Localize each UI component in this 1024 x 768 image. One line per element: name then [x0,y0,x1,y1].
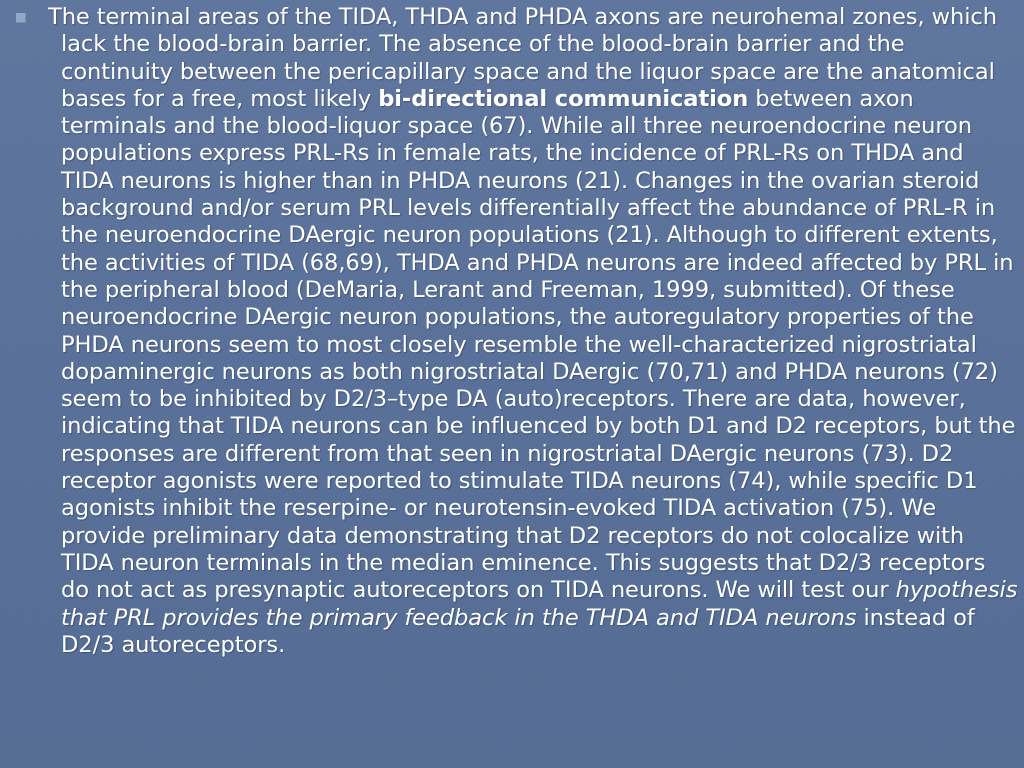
body-paragraph [48,4,1018,659]
bullet-item [16,4,1018,659]
square-bullet-icon [16,13,26,23]
paragraph-text-part-2: between axon terminals and the blood-liquor space (67). While all three neuroendocrine neuron populations express PRL-Rs in female rats, the incidence of PRL-Rs on THDA and TIDA neurons is higher than in PHDA neurons (21). Changes in the ovarian steroid background and/or serum PRL levels differentially affect the abundance of PRL-R in the neuroendocrine DAergic neuron populations (21). Although to different extents, the activities of TIDA (68,69), THDA and PHDA neurons are indeed affected by PRL in the peripheral blood (DeMaria, Lerant and Freeman, 1999, submitted). Of these neuroendocrine DAergic neuron populations, the autoregulatory properties of the PHDA neurons seem to most closely resemble the well-characterized nigrostriatal dopaminergic neurons as both nigrostriatal DAergic (70,71) and PHDA neurons (72) seem to be inhibited by D2/3–type DA (auto)receptors. There are data, however, indicating that TIDA neurons can be influenced by both D1 and D2 receptors, but the responses are different from that seen in nigrostriatal DAergic neurons (73). D2 receptor agonists were reported to stimulate TIDA neurons (74), while specific D1 agonists inhibit the reserpine- or neurotensin-evoked TIDA activation (75). We provide preliminary data demonstrating that D2 receptors do not colocalize with TIDA neuron terminals in the median eminence. This suggests that D2/3 receptors do not act as presynaptic autoreceptors on TIDA neurons. We will test our [61,85,1016,604]
paragraph-italic-phrase: hypothesis that PRL provides the primary feedback in the THDA and TIDA neurons [61,577,1018,631]
paragraph-text-part-3: instead of D2/3 autoreceptors. [61,604,975,658]
paragraph-bold-phrase: bi-directional communication [378,85,749,112]
paragraph-text-part-1: The terminal areas of the TIDA, THDA and PHDA axons are neurohemal zones, which lack the blood-brain barrier. The absence of the blood-brain barrier and the continuity between the pericapillary space and the liquor space are the anatomical bases for a free, most likely [48,4,997,112]
